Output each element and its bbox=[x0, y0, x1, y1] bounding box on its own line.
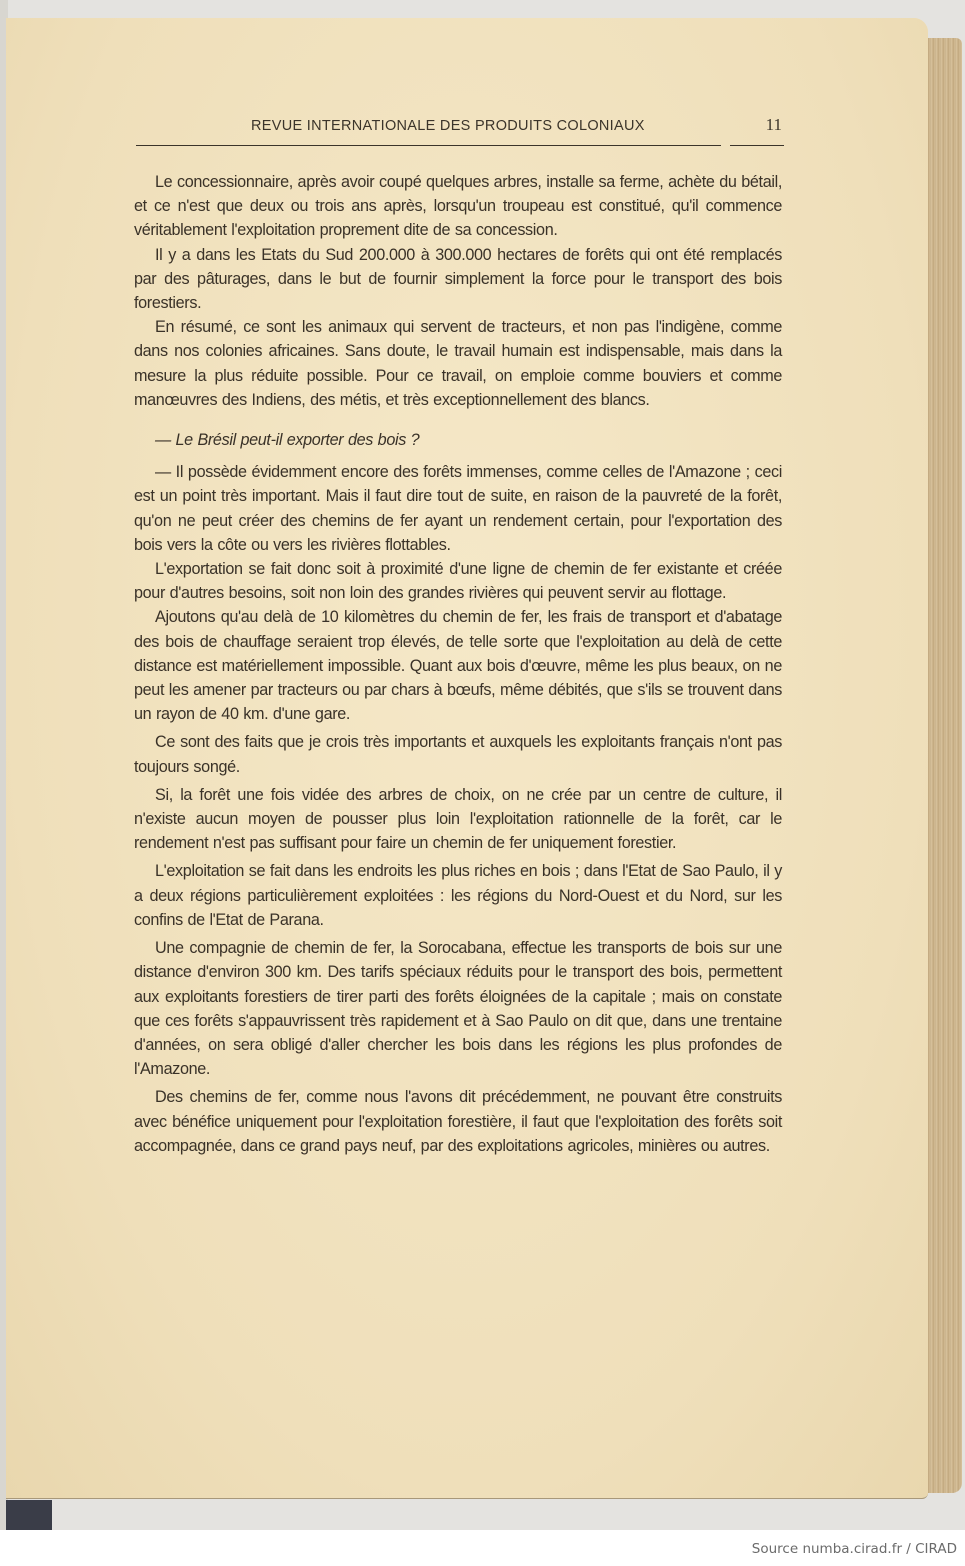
paragraph: Ajoutons qu'au delà de 10 kilomètres du chemin de fer, les frais de transport et d'abatage des bois de chauffage seraient trop élevés, de telle sorte que l'exploitation au delà de cette distance est matériellement impossible. Quant aux bois d'œuvre, même les plus beaux, on ne peut les amener par tracteurs ou par chars à bœufs, même débités, que s'ils se trouvent dans un rayon de 40 km. d'une gare. bbox=[134, 608, 782, 724]
book-cover-corner bbox=[6, 1500, 52, 1530]
paragraph: — Il possède évidemment encore des forêts immenses, comme celles de l'Amazone ; ceci est un point très important. Mais il faut dire tout de suite, en raison de la pauvreté de la forêt, qu'on ne peut créer des chemins de fer ayant un rendement certain, pour l'exportation des bois vers la côte ou vers les rivières flottables. bbox=[134, 463, 782, 554]
paragraph: Le concessionnaire, après avoir coupé quelques arbres, installe sa ferme, achète du bétail, et ce n'est que deux ou trois ans après, lorsqu'un troupeau est constitué, qu'il commence véritablement l'exploitation proprement dite de sa concession. bbox=[134, 173, 782, 240]
paragraph: En résumé, ce sont les animaux qui servent de tracteurs, et non pas l'indigène, comme dans nos colonies africaines. Sans doute, le travail humain est indispensable, mais dans la mesure la plus réduite possible. Pour ce travail, on emploie comme bouviers et comme manœuvres des Indiens, des métis, et très exceptionnellement des blancs. bbox=[134, 318, 782, 409]
paragraph: L'exploitation se fait dans les endroits les plus riches en bois ; dans l'Etat de Sao Paulo, il y a deux régions particulièrement exploitées : les régions du Nord-Ouest et du Nord, sur les confins de l'Etat de Parana. bbox=[134, 862, 782, 929]
article-body bbox=[134, 170, 782, 1158]
paragraph: L'exportation se fait donc soit à proximité d'une ligne de chemin de fer existante et créée pour d'autres besoins, soit non loin des grandes rivières qui peuvent servir au flottage. bbox=[134, 560, 782, 603]
source-credit: Source numba.cirad.fr / CIRAD bbox=[751, 1541, 957, 1557]
paragraph: Ce sont des faits que je crois très importants et auxquels les exploitants français n'ont pas toujours songé. bbox=[134, 733, 782, 776]
running-header bbox=[136, 112, 784, 152]
paragraph: Des chemins de fer, comme nous l'avons dit précédemment, ne pouvant être construits avec bénéfice uniquement pour l'exploitation forestière, il faut que l'exploitation des forêts soit accompagnée, dans ce grand pays neuf, par des exploitations agricoles, minières ou autres. bbox=[134, 1088, 782, 1155]
header-rule bbox=[136, 145, 721, 146]
page-number: 11 bbox=[765, 115, 782, 134]
interview-question: — Le Brésil peut-il exporter des bois ? bbox=[155, 431, 420, 450]
journal-title: REVUE INTERNATIONALE DES PRODUITS COLONIAUX bbox=[251, 118, 645, 134]
header-rule-short bbox=[730, 145, 784, 146]
paragraph: Une compagnie de chemin de fer, la Sorocabana, effectue les transports de bois sur une distance d'environ 300 km. Des tarifs spéciaux réduits pour le transport des bois, permettent aux exploitants forestiers de tirer parti des forêts éloignées de la capitale ; mais on constate que ces forêts s'appauvrissent très rapidement et à Sao Paulo on dit que, dans une trentaine d'années, on sera obligé d'aller chercher les bois dans les régions les plus profondes de l'Amazone. bbox=[134, 939, 782, 1079]
paragraph: Il y a dans les Etats du Sud 200.000 à 300.000 hectares de forêts qui ont été remplacés par des pâturages, dans le but de fournir simplement la force pour le transport des bois forestiers. bbox=[134, 245, 782, 313]
paragraph: Si, la forêt une fois vidée des arbres de choix, on ne crée par un centre de culture, il n'existe aucun moyen de pousser plus loin l'exploitation rationnelle de la forêt, car le rendement n'est pas suffisant pour faire un chemin de fer uniquement forestier. bbox=[134, 785, 782, 853]
